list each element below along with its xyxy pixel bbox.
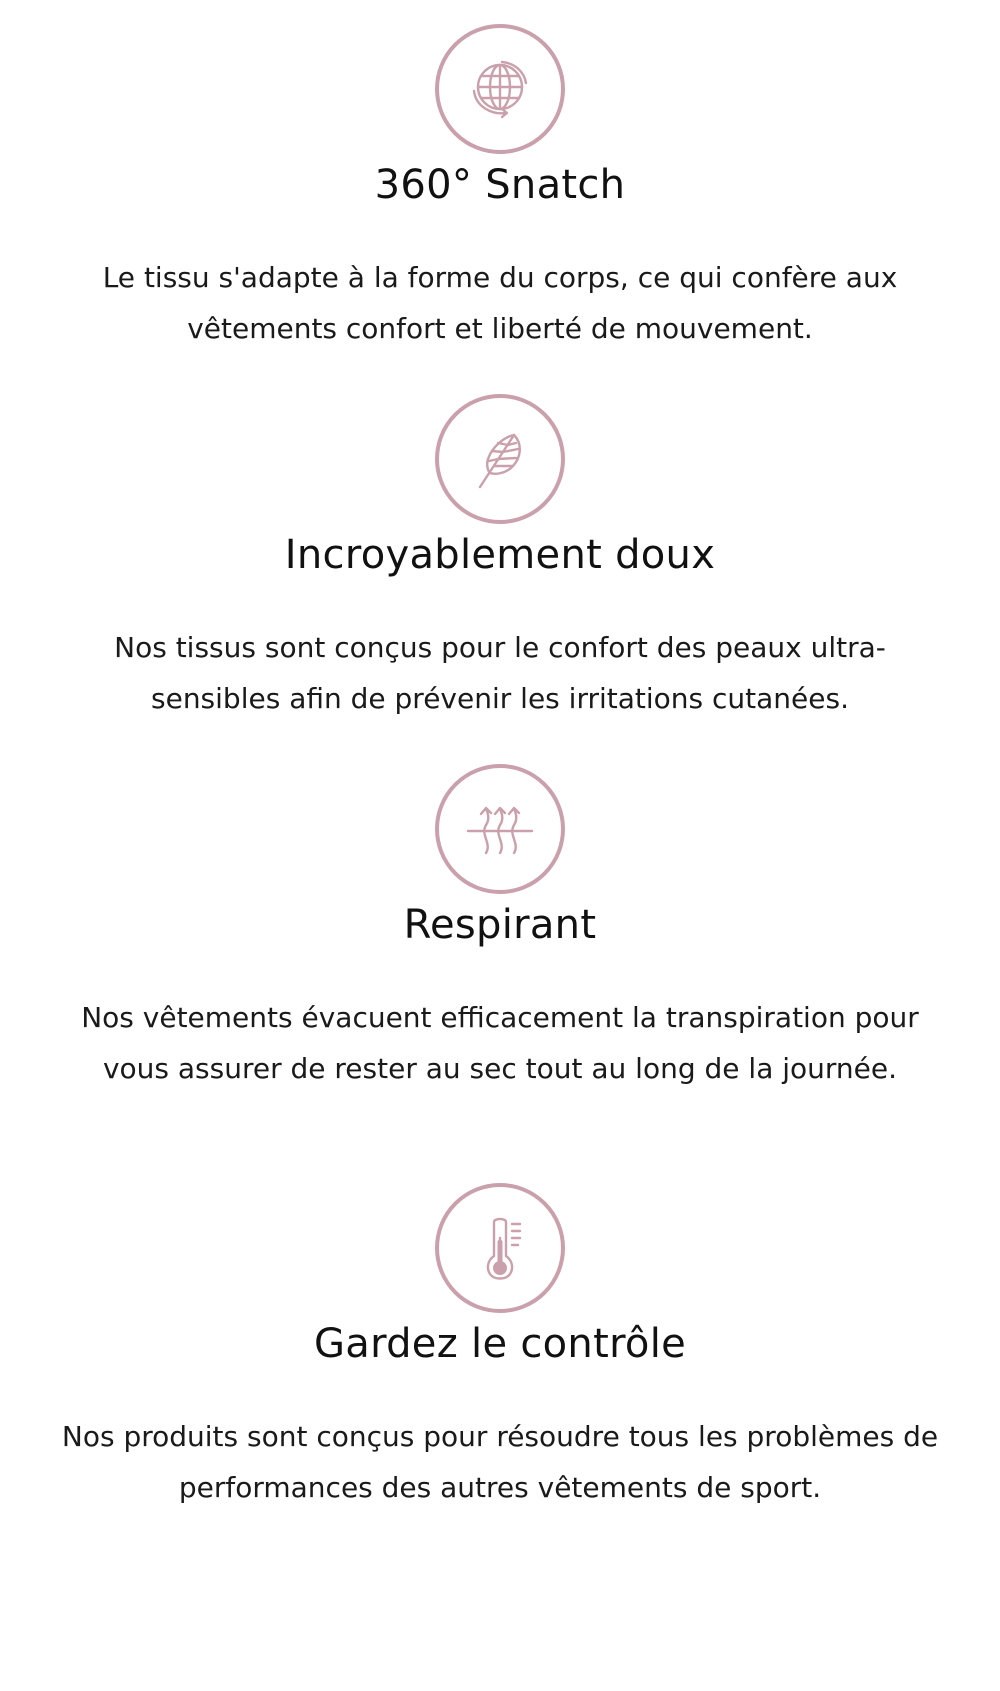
breathable-arrows-icon [435,764,565,894]
feature-title: Gardez le contrôle [313,1321,687,1367]
feature-description: Nos vêtements évacuent efficacement la transpiration pour vous assurer de rester au sec tout au long de la journée. [81,1001,919,1085]
globe-icon [435,24,565,154]
feature-title: 360° Snatch [374,162,626,208]
feature-title: Respirant [403,902,597,948]
feature-item-breathable [0,764,1000,1164]
feature-item-soft [0,394,1000,734]
feature-description: Le tissu s'adapte à la forme du corps, ce qui confère aux vêtements confort et liberté de mouvement. [102,261,898,345]
feather-icon [435,394,565,524]
feature-description: Nos tissus sont conçus pour le confort des peaux ultra-sensibles afin de prévenir les irritations cutanées. [114,631,886,715]
feature-title: Incroyablement doux [284,532,716,578]
thermometer-icon [435,1183,565,1313]
feature-description: Nos produits sont conçus pour résoudre tous les problèmes de performances des autres vêtements de sport. [61,1420,939,1504]
feature-item-control [0,1183,1000,1583]
feature-item-snatch [0,24,1000,364]
